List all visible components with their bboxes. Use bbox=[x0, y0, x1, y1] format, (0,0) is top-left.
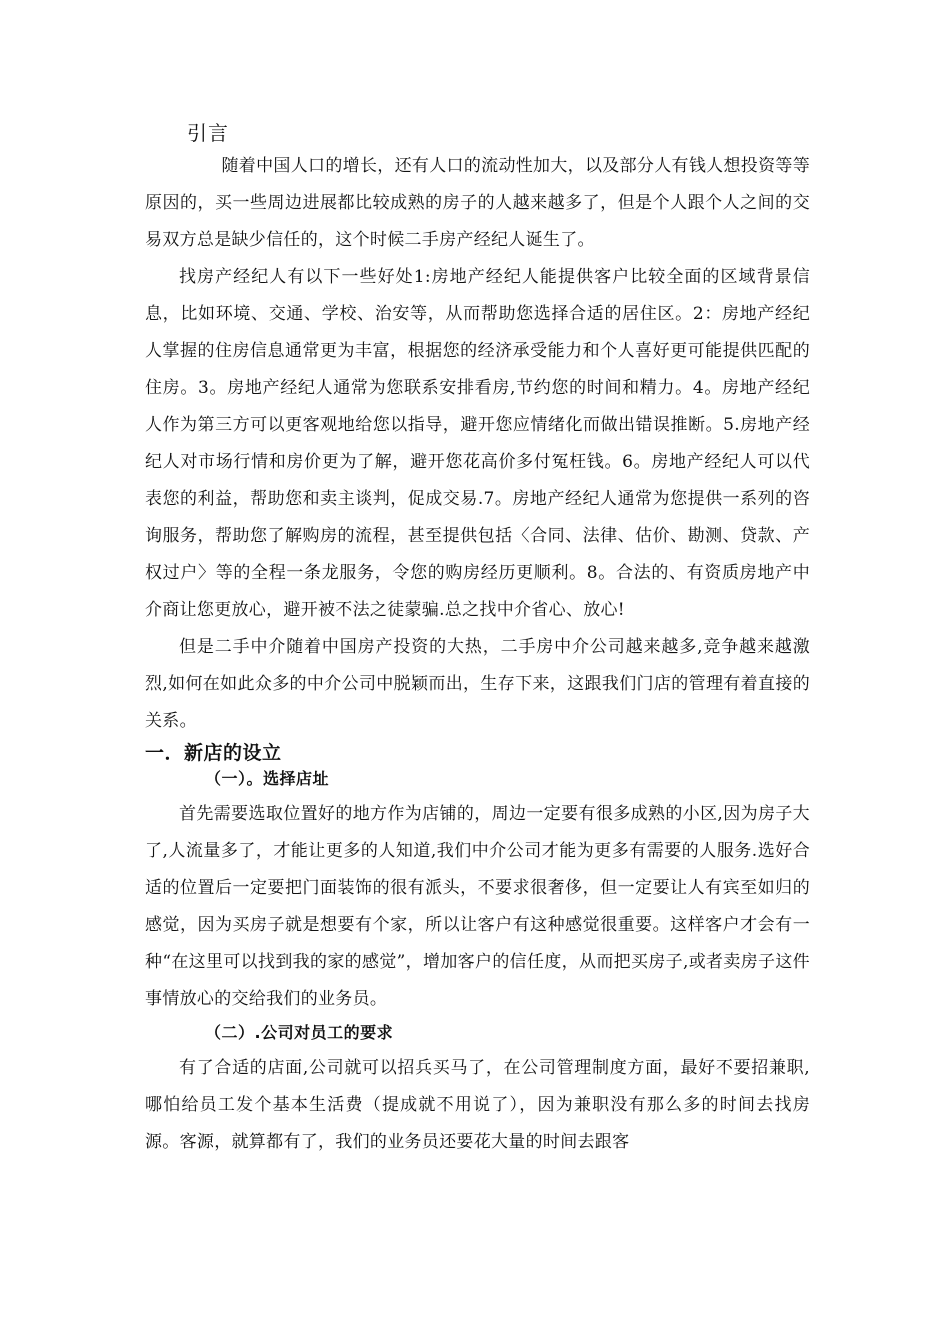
intro-paragraph-1: 随着中国人口的增长，还有人口的流动性加大，以及部分人有钱人想投资等等原因的，买一些周边进展都比较成熟的房子的人越来越多了，但是个人跟个人之间的交易双方总是缺少信任的，这个时候二手房产经纪人诞生了。 bbox=[145, 156, 810, 250]
subsection-1-heading: （一）。选择店址 bbox=[205, 769, 330, 788]
subsection-1-paragraph: 首先需要选取位置好的地方作为店铺的，周边一定要有很多成熟的小区,因为房子大了,人流量多了，才能让更多的人知道,我们中介公司才能为更多有需要的人服务.选好合适的位置后一定要把门面装饰的很有派头，不要求很奢侈，但一定要让人有宾至如归的感觉，因为买房子就是想要有个家，所以让客户有这种感觉很重要。这样客户才会有一种“在这里可以找到我的家的感觉”，增加客户的信任度，从而把买房子,或者卖房子这件事情放心的交给我们的业务员。 bbox=[145, 804, 810, 1009]
intro-heading: 引言 bbox=[187, 121, 229, 145]
subsection-2-paragraph: 有了合适的店面,公司就可以招兵买马了，在公司管理制度方面，最好不要招兼职,哪怕给员工发个基本生活费（提成就不用说了），因为兼职没有那么多的时间去找房源。客源，就算都有了，我们的业务员还要花大量的时间去跟客 bbox=[145, 1058, 810, 1152]
intro-paragraph-3: 但是二手中介随着中国房产投资的大热，二手房中介公司越来越多,竞争越来越激烈,如何在如此众多的中介公司中脱颖而出，生存下来，这跟我们门店的管理有着直接的关系。 bbox=[145, 637, 810, 731]
document-body bbox=[145, 118, 810, 1161]
section-1-heading: 一．新店的设立 bbox=[145, 742, 282, 764]
intro-paragraph-2: 找房产经纪人有以下一些好处1:房地产经纪人能提供客户比较全面的区域背景信息，比如环境、交通、学校、治安等，从而帮助您选择合适的居住区。2：房地产经纪人掌握的住房信息通常更为丰富，根据您的经济承受能力和个人喜好更可能提供匹配的住房。3。房地产经纪人通常为您联系安排看房,节约您的时间和精力。4。房地产经纪人作为第三方可以更客观地给您以指导，避开您应情绪化而做出错误推断。5.房地产经纪人对市场行情和房价更为了解，避开您花高价多付冤枉钱。6。房地产经纪人可以代表您的利益，帮助您和卖主谈判，促成交易.7。房地产经纪人通常为您提供一系列的咨询服务，帮助您了解购房的流程，甚至提供包括〈合同、法律、估价、勘测、贷款、产权过户〉等的全程一条龙服务，令您的购房经历更顺利。8。合法的、有资质房地产中介商让您更放心，避开被不法之徒蒙骗.总之找中介省心、放心! bbox=[145, 267, 810, 620]
subsection-2-heading: （二）.公司对员工的要求 bbox=[205, 1023, 394, 1042]
